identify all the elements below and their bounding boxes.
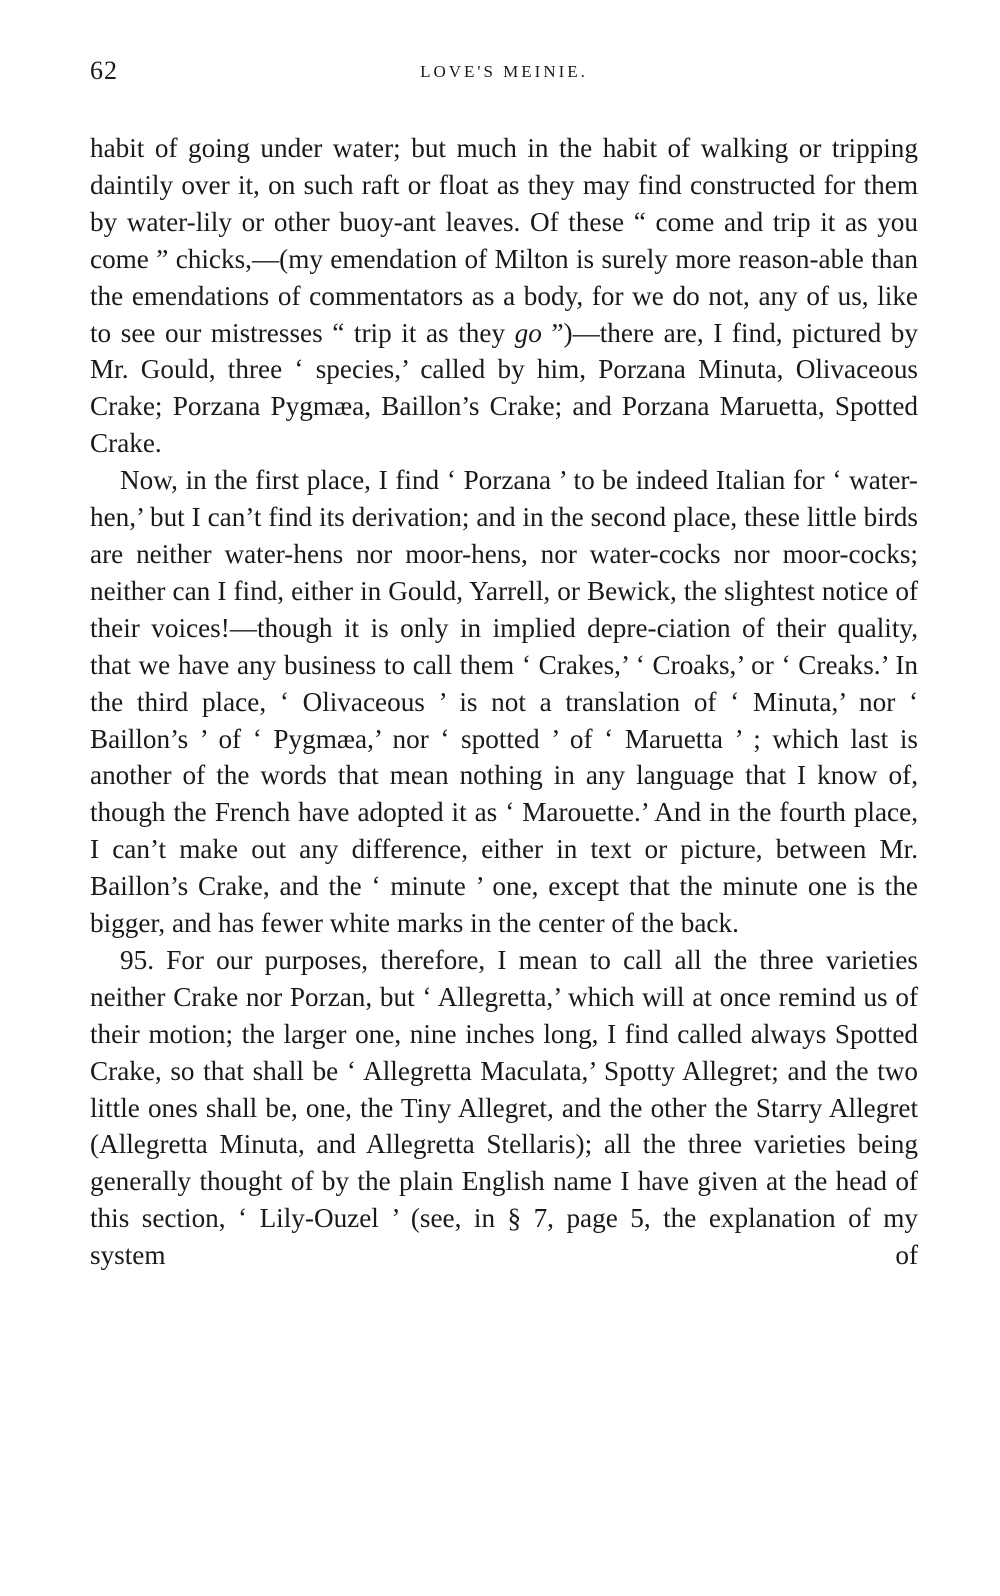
paragraph-text-part: ”)—there are, I find, pictured by Mr. Gould, three ‘ species,’ called by him, Porzana Minuta, Olivaceous Crake; Porzana Pygmæa, Baillon’s Crake; and Porzana Maruetta, Spotted Crake.: [90, 317, 918, 459]
paragraph-continuation: [90, 130, 918, 462]
body-text: [90, 130, 918, 1274]
running-head: LOVE'S MEINIE.: [420, 62, 588, 81]
paragraph-text-part: habit of going under water; but much in the habit of walking or tripping daintily over it, on such raft or float as they may find constructed for them by water-lily or other buoy-ant leaves. Of these “ come and trip it as you come ” chicks,—(my emendation of Milton is surely more reason-able than the emendations of commentators as a body, for we do not, any of us, like to see our mistresses “ trip it as they: [90, 133, 918, 348]
italic-word: go: [514, 317, 542, 348]
paragraph: Now, in the first place, I find ‘ Porzana ’ to be indeed Italian for ‘ water-hen,’ but I can’t find its derivation; and in the second place, these little birds are neither water-hens nor moor-hens, nor water-cocks nor moor-cocks; neither can I find, either in Gould, Yarrell, or Bewick, the slightest notice of their voices!—though it is only in implied depre-ciation of their quality, that we have any business to call them ‘ Crakes,’ ‘ Croaks,’ or ‘ Creaks.’ In the third place, ‘ Olivaceous ’ is not a translation of ‘ Minuta,’ nor ‘ Baillon’s ’ of ‘ Pygmæa,’ nor ‘ spotted ’ of ‘ Maruetta ’ ; which last is another of the words that mean nothing in any language that I know of, though the French have adopted it as ‘ Marouette.’ And in the fourth place, I can’t make out any difference, either in text or picture, between Mr. Baillon’s Crake, and the ‘ minute ’ one, except that the minute one is the bigger, and has fewer white marks in the center of the back.: [90, 465, 918, 939]
page-number: 62: [90, 56, 118, 85]
paragraph-section-95: 95. For our purposes, therefore, I mean to call all the three varieties neither Crake nor Porzan, but ‘ Allegretta,’ which will at once remind us of their motion; the larger one, nine inches long, I find called always Spotted Crake, so that shall be ‘ Allegretta Maculata,’ Spotty Allegret; and the two little ones shall be, one, the Tiny Allegret, and the other the Starry Allegret (Allegretta Minuta, and Allegretta Stellaris); all the three varieties being generally thought of by the plain English name I have given at the head of this section, ‘ Lily-Ouzel ’ (see, in § 7, page 5, the explanation of my system of: [90, 944, 918, 1271]
page-header: [90, 56, 918, 96]
